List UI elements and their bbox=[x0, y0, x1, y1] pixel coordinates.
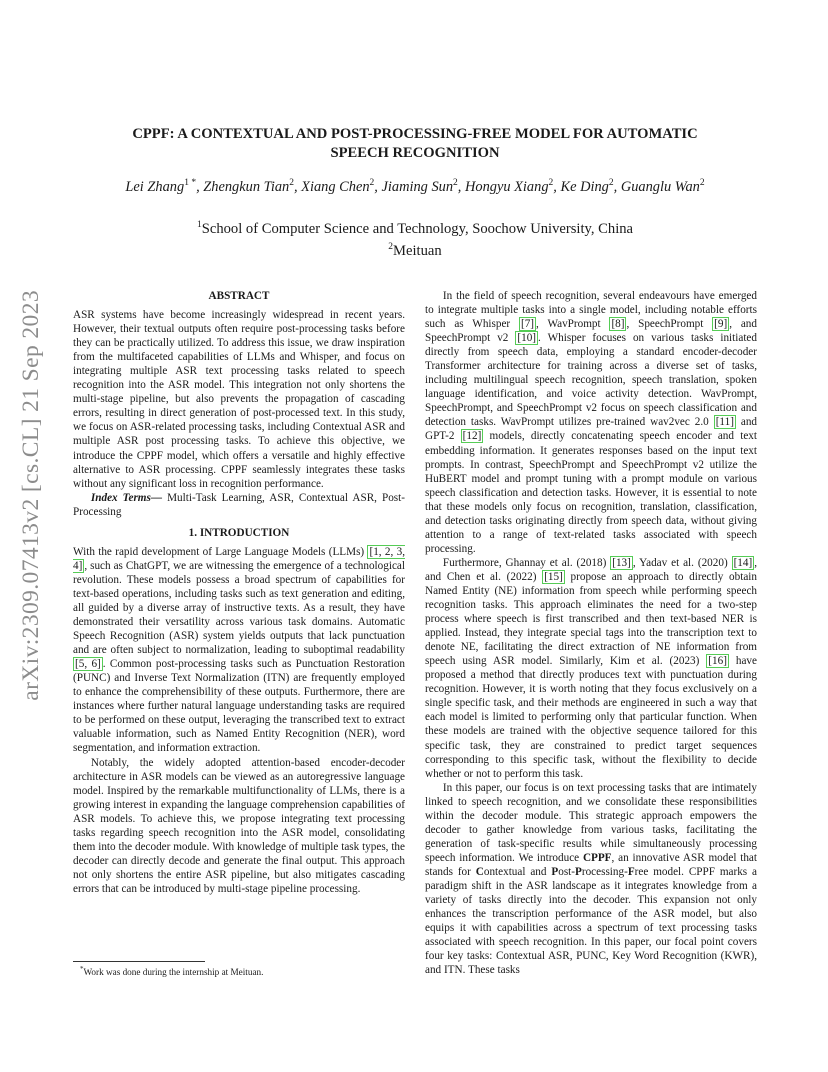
text-run: , and SpeechPrompt v2 bbox=[425, 318, 757, 345]
author-name: Lei Zhang bbox=[125, 178, 185, 195]
author-name: Hongyu Xiang bbox=[464, 178, 549, 195]
author-affil-mark: 2 bbox=[608, 178, 614, 188]
citation-link[interactable]: [16] bbox=[708, 655, 727, 668]
text-run: In this paper, our focus is on text processing tasks that are intimately linked to speech recognition, and we consolidate these responsibilities within the decoder module. This strategic approach empowers the decoder to gather knowledge from various tasks, facilitating the generation of task-specific results while simultaneously processing speech information. We introduce bbox=[425, 781, 757, 864]
affiliation-text: Meituan bbox=[393, 242, 442, 259]
author-affil-mark: 2 bbox=[369, 178, 375, 188]
citation-link[interactable]: [12] bbox=[462, 430, 482, 443]
text-run: rocessing- bbox=[581, 865, 628, 878]
author-name: Guanglu Wan bbox=[620, 178, 700, 195]
text-run: , SpeechPrompt bbox=[626, 318, 713, 331]
acronym-letter: C bbox=[475, 865, 484, 878]
index-terms-text: Multi-Task Learning, ASR, Contextual ASR, Post-Processing bbox=[73, 491, 405, 518]
citation-link[interactable]: [5, 6] bbox=[75, 658, 101, 671]
index-terms-label: Index Terms— bbox=[90, 491, 163, 504]
intro-paragraph-1 bbox=[73, 545, 405, 756]
text-run: Furthermore, Ghannay et al. (2018) bbox=[442, 556, 611, 569]
author-affil-mark: 2 bbox=[548, 178, 554, 188]
acronym-letter: F bbox=[627, 865, 635, 878]
paper-title bbox=[80, 125, 750, 163]
author-affil-mark: 1 * bbox=[184, 178, 197, 188]
right-paragraph-3 bbox=[425, 781, 757, 978]
intro-paragraph-2: Notably, the widely adopted attention-based encoder-decoder architecture in ASR models can be viewed as an autoregressive language model. Inspired by the remarkable multifunctionality of LLMs, there is a growing interest in expanding the language comprehension capabilities of ASR models. To achieve this, we propose integrating text processing tasks regarding speech recognition into the ASR model, consolidating them into the decoder module. With knowledge of multiple task types, the decoder can directly decode and generate the final output. This approach not only shortens the entire ASR pipeline, but also mitigates cascading errors that can be introduced by multi-stage pipeline processing. bbox=[73, 756, 405, 895]
model-name-bold: CPPF bbox=[582, 851, 612, 864]
citation-link[interactable]: [10] bbox=[517, 332, 537, 345]
title-line-1: CPPF: A CONTEXTUAL AND POST-PROCESSING-FREE MODEL FOR AUTOMATIC bbox=[132, 126, 698, 142]
author-name: Xiang Chen bbox=[301, 178, 370, 195]
title-line-2: SPEECH RECOGNITION bbox=[330, 145, 500, 161]
citation-link[interactable]: [8] bbox=[611, 318, 625, 331]
text-run: have proposed a method that directly produces text with punctuation during recognition. However, it is worth noting that they focus exclusively on a single specific task, and their methods are engineered in such a way that each model is limited to performing only that particular function. When these models are trained with the objective sequence tailored for this specific task, they are constrained to predict target sequences corresponding to this specific task, without the flexibility to decide whether or not to perform this task. bbox=[425, 655, 757, 780]
footnote-divider bbox=[73, 961, 205, 962]
citation-link[interactable]: [7] bbox=[520, 318, 535, 331]
citation-link[interactable]: [14] bbox=[733, 556, 753, 569]
introduction-heading: 1. INTRODUCTION bbox=[188, 526, 290, 539]
citation-link[interactable]: [11] bbox=[715, 416, 734, 429]
author-affil-mark: 2 bbox=[699, 178, 705, 188]
affiliation-text: School of Computer Science and Technology, Soochow University, China bbox=[201, 220, 634, 237]
text-run: and GPT-2 bbox=[425, 416, 758, 443]
right-column bbox=[425, 289, 757, 977]
author-affil-mark: 2 bbox=[453, 178, 458, 188]
right-paragraph-2 bbox=[425, 556, 757, 781]
affiliations bbox=[90, 216, 740, 260]
text-run: In the field of speech recognition, several endeavours have emerged to integrate multiple tasks into a single model, including notable efforts such as Whisper bbox=[425, 290, 757, 331]
footnote-mark: * bbox=[80, 965, 84, 973]
left-column bbox=[73, 289, 405, 896]
text-run: , an innovative ASR model that stands for bbox=[425, 851, 757, 878]
abstract-heading: ABSTRACT bbox=[208, 290, 270, 302]
text-run: ost- bbox=[558, 865, 575, 878]
citation-link[interactable]: [13] bbox=[612, 556, 631, 569]
text-run: , WavPrompt bbox=[536, 318, 610, 331]
abstract-text: ASR systems have become increasingly widespread in recent years. However, their textual outputs often require post-processing tasks before they can be practically utilized. To address this issue, we draw inspiration from the multifaceted capabilities of LLMs and Whisper, and focus on integrating multiple ASR text processing tasks related to speech recognition into the ASR model. This integration not only shortens the multi-stage pipeline, but also prevents the propagation of cascading errors, resulting in direct generation of post-processed text. In this study, we focus on ASR-related processing tasks, including Contextual ASR and multiple ASR post processing tasks. To achieve this objective, we introduce the CPPF model, which offers a versatile and highly effective alternative to ASR processing. CPPF seamlessly integrates these tasks without any significant loss in recognition performance. bbox=[73, 309, 405, 490]
author-affil-mark: 2 bbox=[289, 178, 294, 188]
affiliation-line bbox=[90, 238, 740, 260]
text-run: , Yadav et al. (2020) bbox=[632, 556, 732, 569]
affiliation-line bbox=[90, 216, 740, 238]
text-run: . Whisper focuses on various tasks initiated directly from speech data, employing a standard encoder-decoder Transformer architecture for training across a diverse set of tasks, including multilingual speech recognition, speech translation, spoken language identification, and voice activity detection. WavPrompt, SpeechPrompt, and SpeechPrompt v2 focus on speech classification and detection tasks. WavPrompt utilizes pre-trained wav2vec 2.0 bbox=[425, 332, 757, 429]
text-run: propose an approach to directly obtain Named Entity (NE) information from speech while performing speech recognition tasks. This approach eliminates the need for a two-step process where speech is first transcribed and then text-based NER is applied. Instead, they integrate special tags into the transcription text to denote NE, facilitating the direct extraction of NE information from speech using ASR model. Similarly, Kim et al. (2023) bbox=[425, 570, 758, 668]
affiliation-mark: 2 bbox=[388, 241, 394, 252]
index-terms bbox=[73, 491, 405, 519]
citation-link[interactable]: [15] bbox=[544, 570, 563, 583]
author-name: Jiaming Sun bbox=[381, 178, 454, 195]
author-list: Lei Zhang$^{1 *}$, Zhengkun Tian$^2$, Xiang Chen$^2$, Jiaming Sun$^2$, Hongyu Xiang$^2$, Ke Ding$^2$, Guanglu Wan$^2$ bbox=[125, 178, 705, 195]
arxiv-identifier-stamp: arXiv:2309.07413v2 [cs.CL] 21 Sep 2023 bbox=[18, 290, 44, 701]
text-run: , and Chen et al. (2022) bbox=[425, 556, 757, 583]
affiliation-mark: 1 bbox=[196, 220, 202, 230]
text-run: models, directly concatenating speech encoder and text embedding information. It generates responses based on the input text prompts. In contrast, SpeechPrompt and SpeechPrompt v2 utilize the HuBERT model and prompt tuning with a prompt module on various speech classification and detection tasks. However, it is essential to note that these models only focus on recognition, translation, classification, and detection tasks originating directly from speech data, without giving attention to a range of text-related tasks associated with speech processing. bbox=[425, 430, 757, 555]
acronym-letter: P bbox=[575, 865, 582, 878]
text-run: With the rapid development of Large Language Models (LLMs) bbox=[73, 545, 368, 558]
text-run: ontextual and bbox=[483, 865, 552, 878]
author-name: Zhengkun Tian bbox=[203, 178, 290, 195]
text-run: ree model. CPPF marks a paradigm shift in the ASR landscape as it integrates knowledge from a variety of tasks directly into the decoder. This expansion not only enhances the transcription performance of the ASR model, but also equips it with capabilities across a spectrum of text processing tasks associated with speech recognition. In this paper, our focal point covers four key tasks: Contextual ASR, PUNC, Key Word Recognition (KWR), and ITN. These tasks bbox=[425, 865, 757, 977]
citation-link[interactable]: [9] bbox=[714, 318, 728, 331]
footnote-text: Work was done during the internship at Meituan. bbox=[83, 967, 264, 978]
acronym-letter: P bbox=[551, 865, 559, 878]
right-paragraph-1 bbox=[425, 289, 757, 556]
footnote bbox=[80, 965, 263, 977]
text-run: . Common post-processing tasks such as Punctuation Restoration (PUNC) and Inverse Text Normalization (ITN) are frequently employed to enhance the comprehensibility of these outputs. Furthermore, there are instances where further natural language understanding tasks are required to be performed on these output, leveraging the transcribed text to extract valuable information, such as Named Entity Recognition (NER), word segmentation, and information extraction. bbox=[73, 658, 405, 755]
text-run: , such as ChatGPT, we are witnessing the emergence of a technological revolution. These models possess a broad spectrum of capabilities for text-based operations, including tasks such as text generation and editing, all guided by a diverse array of instructive texts. As a result, they have demonstrated their versatility across various task domains. Automatic Speech Recognition (ASR) system yields outputs that lack punctuation and are often subject to normalization, leading to suboptimal readability bbox=[73, 559, 405, 657]
author-name: Ke Ding bbox=[560, 178, 609, 195]
citation-link[interactable]: [1, 2, 3, 4] bbox=[73, 545, 405, 572]
